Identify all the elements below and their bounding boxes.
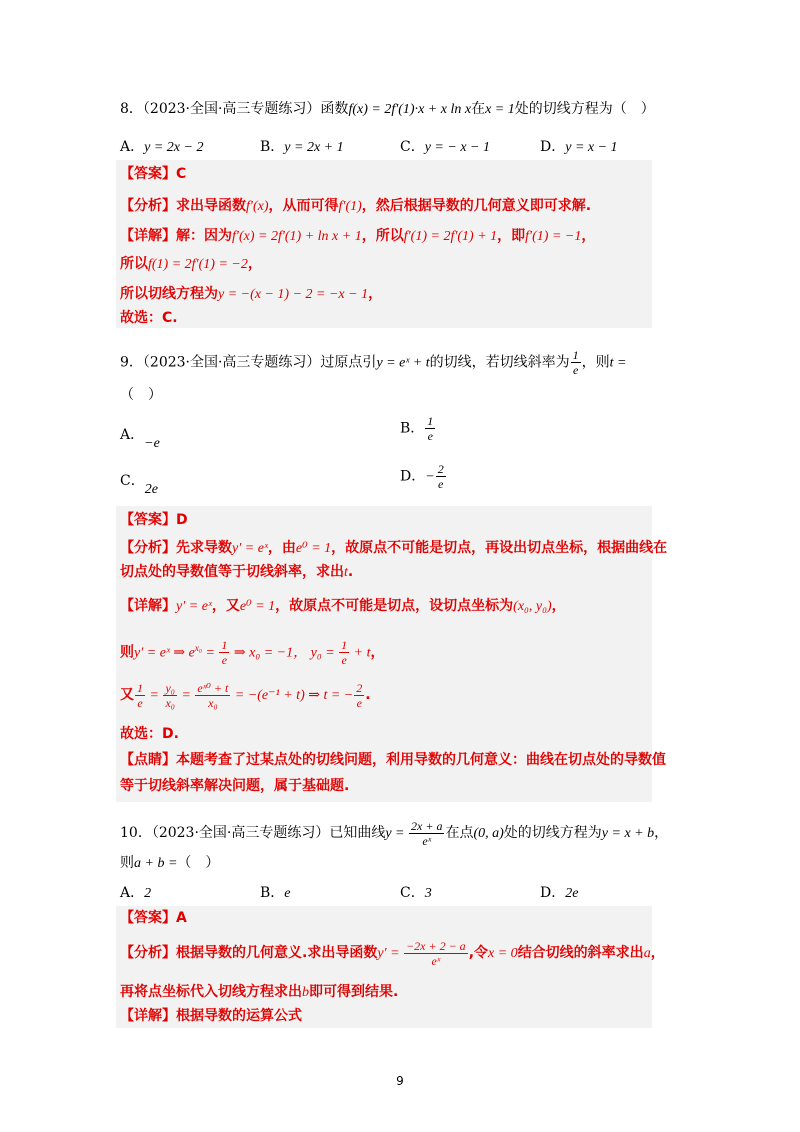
- q10-solution-box: [116, 906, 665, 1028]
- q9-detail: 【详解】y′ = eˣ，又e⁰ = 1，故原点不可能是切点，设切点坐标为(x₀, y₀)，: [120, 598, 566, 614]
- question-9-stem: 9．（2023·全国·高三专题练习）过原点引y = eˣ + t的切线，若切线斜率为 $\frac{1}{e}$ ，则t =: [120, 348, 627, 377]
- q9-option-d: D．− $\frac{2}{e}$: [400, 462, 444, 491]
- q10-stem-line2: 则a + b =（ ）: [120, 855, 220, 871]
- q9-detail-line3: 又 $\frac{1}{e}$ = $\frac{\text{y₀}}{\text{x₀}}$ = $\frac{\text{eˣ⁰ + t}}{\text{x₀}}$ = −(e⁻¹ + t) ⇒ t = − $\frac{2}{e}$ .: [120, 680, 371, 710]
- q9-solution-box: [116, 506, 668, 802]
- q9-option-c: C．2e: [120, 473, 158, 497]
- q8-choice: 故选：C.: [120, 310, 178, 326]
- q8-analysis: 【分析】求出导函数f′(x)，从而可得f′(1)，然后根据导数的几何意义即可求解.: [120, 198, 592, 214]
- q8-detail: 【详解】解：因为f′(x) = 2f′(1) + ln x + 1，所以f′(1) = 2f′(1) + 1，即f′(1) = −1，: [120, 228, 596, 244]
- q9-comment-line2: 等于切线斜率解决问题，属于基础题.: [120, 778, 350, 794]
- q9-analysis: 【分析】先求导数y′ = eˣ，由e⁰ = 1，故原点不可能是切点，再设出切点坐标，根据曲线在: [120, 540, 668, 556]
- q10-option-b: B．e: [260, 885, 291, 901]
- question-10-stem: 10．（2023·全国·高三专题练习）已知曲线y = $\frac{2x + a}{\text{eˣ}}$ 在点(0, a)处的切线方程为y = x + b，: [120, 818, 669, 848]
- q9-answer: 【答案】D: [120, 512, 188, 528]
- q8-option-d: D．y = x − 1: [540, 139, 618, 155]
- q9-option-b: B． $\frac{1}{e}$: [400, 414, 434, 443]
- q9-option-a: A．−e: [120, 427, 160, 451]
- q10-analysis-line2: 再将点坐标代入切线方程求出b即可得到结果.: [120, 984, 399, 1000]
- q9-choice: 故选：D.: [120, 726, 179, 742]
- q8-option-c: C．y = − x − 1: [400, 139, 490, 155]
- q10-answer: 【答案】A: [120, 910, 187, 926]
- q10-detail: 【详解】根据导数的运算公式: [120, 1008, 302, 1024]
- q9-paren: （ ）: [120, 387, 162, 403]
- q8-option-b: B．y = 2x + 1: [260, 139, 344, 155]
- q9-analysis-line2: 切点处的导数值等于切线斜率，求出t.: [120, 564, 354, 580]
- q10-option-c: C．3: [400, 885, 432, 901]
- q8-option-a: A．y = 2x − 2: [120, 139, 204, 155]
- q8-answer: 【答案】C: [120, 166, 187, 182]
- page-number: 9: [396, 1074, 404, 1088]
- q9-comment: 【点睛】本题考查了过某点处的切线问题，利用导数的几何意义：曲线在切点处的导数值: [120, 752, 666, 768]
- q10-option-d: D．2e: [540, 885, 579, 901]
- q8-solution-box: [116, 160, 652, 328]
- question-8-stem: 8．（2023·全国·高三专题练习）函数f(x) = 2f′(1)·x + x ln x在x = 1处的切线方程为（ ）: [120, 101, 655, 117]
- q8-detail-line3: 所以切线方程为y = −(x − 1) − 2 = −x − 1，: [120, 286, 383, 302]
- q10-analysis: 【分析】根据导数的几何意义.求出导函数y′ = $\frac{-2x + 2 - a}{\text{eˣ}}$ ,令x = 0结合切线的斜率求出a，: [120, 938, 665, 968]
- q10-option-a: A．2: [120, 885, 152, 901]
- q9-detail-line2: 则y′ = eˣ ⇒ $e^{x_0}$ = $\frac{1}{e}$ ⇒ x₀ = −1， y₀ = $\frac{1}{e}$ + t，: [120, 638, 385, 668]
- q8-detail-line2: 所以f(1) = 2f′(1) = −2，: [120, 256, 262, 272]
